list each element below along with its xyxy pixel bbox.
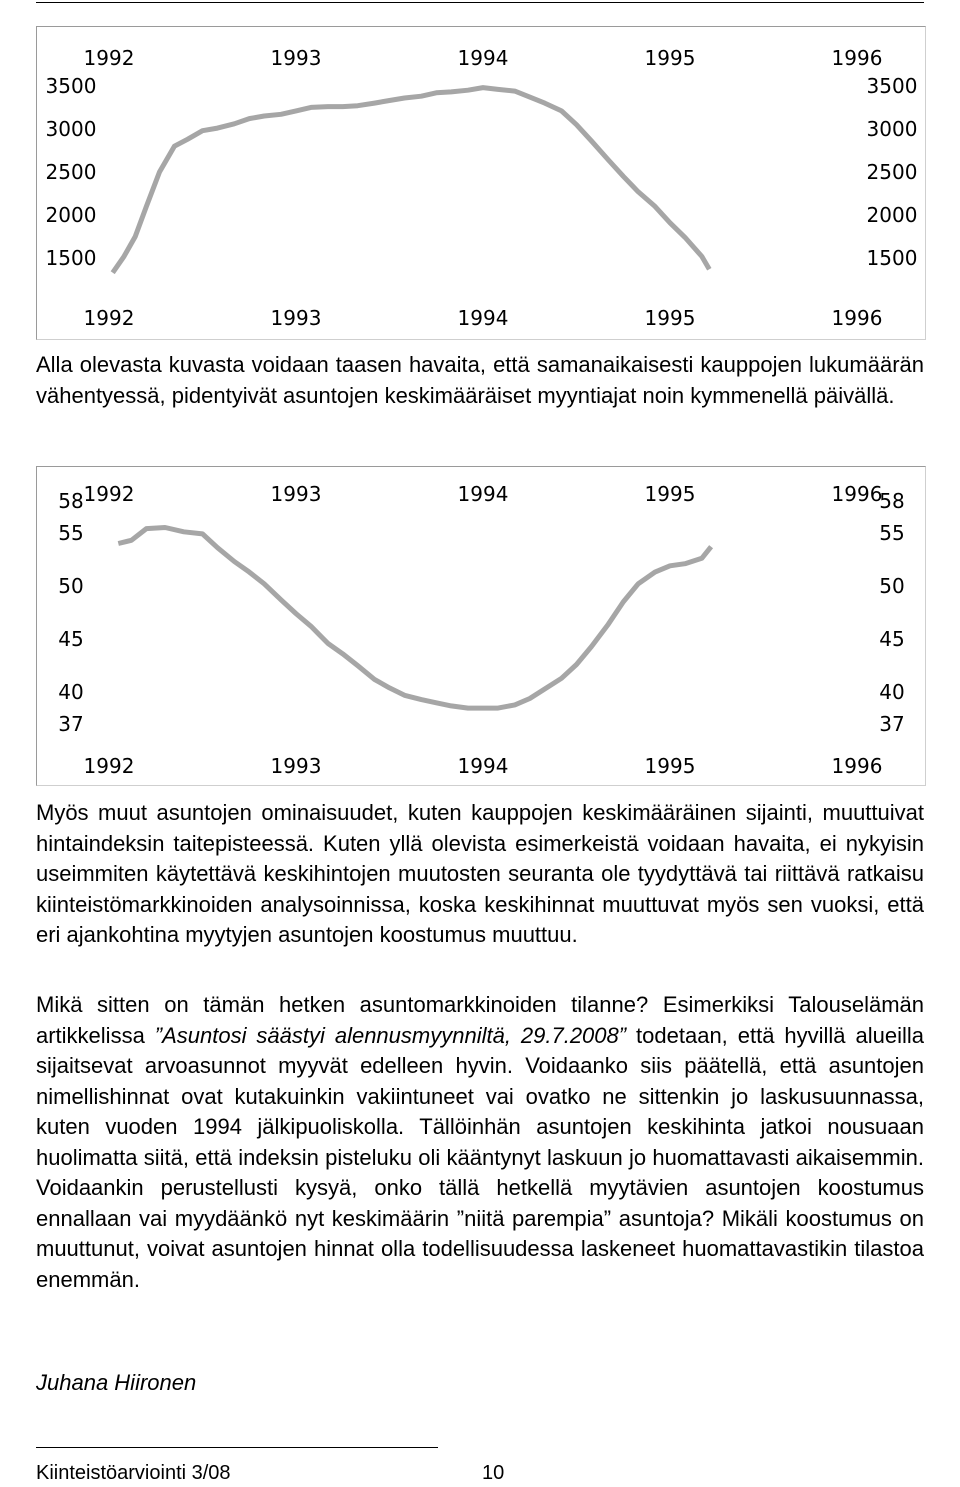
footer-rule [36, 1447, 438, 1448]
x-tick-label-bottom-1995: 1995 [644, 754, 696, 778]
x-tick-label-top-1992: 1992 [83, 46, 135, 70]
x-tick-label-bottom-1996: 1996 [831, 754, 883, 778]
x-tick-label-bottom-1994: 1994 [457, 306, 509, 330]
chart-selling-time [36, 466, 926, 786]
chart-sales-count-svg [37, 27, 925, 339]
paragraph-features-last: sen vuoksi, että eri ajankohtina myytyjen asuntojen koostumus muuttuu. [36, 891, 924, 947]
footer-publication: Kiinteistöarviointi 3/08 [36, 1462, 231, 1484]
x-tick-label-top-1993: 1993 [270, 482, 322, 506]
chart-selling-time-svg [37, 467, 925, 785]
author-name: Juhana Hiironen [36, 1370, 197, 1395]
x-tick-label-top-1994: 1994 [457, 482, 509, 506]
y-tick-label-right-2000: 2000 [866, 203, 918, 228]
x-tick-label-bottom-1994: 1994 [457, 754, 509, 778]
x-tick-label-bottom-1993: 1993 [270, 754, 322, 778]
y-tick-label-right-55: 55 [879, 520, 905, 545]
x-tick-label-top-1996: 1996 [831, 46, 883, 70]
x-tick-label-top-1996: 1996 [831, 482, 883, 506]
y-tick-label-left-1500: 1500 [45, 246, 97, 271]
x-tick-label-top-1994: 1994 [457, 46, 509, 70]
y-tick-label-right-3500: 3500 [866, 73, 918, 98]
y-tick-label-left-3500: 3500 [45, 73, 97, 98]
y-tick-label-right-1500: 1500 [866, 246, 918, 271]
x-tick-label-bottom-1995: 1995 [644, 306, 696, 330]
y-tick-label-right-37: 37 [879, 712, 905, 736]
x-tick-label-bottom-1992: 1992 [83, 754, 135, 778]
y-tick-label-left-45: 45 [58, 627, 84, 652]
y-tick-label-left-2000: 2000 [45, 203, 97, 228]
x-tick-label-bottom-1996: 1996 [831, 306, 883, 330]
x-tick-label-bottom-1992: 1992 [83, 306, 135, 330]
article-title: ”Asuntosi säästyi alennusmyynniltä, 29.7.2008” [154, 1022, 627, 1048]
footer-page-number: 10 [482, 1462, 505, 1484]
x-tick-label-top-1993: 1993 [270, 46, 322, 70]
y-tick-label-left-55: 55 [58, 520, 84, 545]
y-tick-label-left-2500: 2500 [45, 160, 97, 184]
y-tick-label-right-2500: 2500 [866, 160, 918, 184]
y-tick-label-left-37: 37 [58, 712, 84, 736]
y-tick-label-right-45: 45 [879, 627, 905, 652]
paragraph-features [36, 798, 924, 951]
y-tick-label-right-3000: 3000 [866, 116, 918, 141]
series-line [118, 528, 711, 709]
x-tick-label-bottom-1993: 1993 [270, 306, 322, 330]
chart-sales-count [36, 26, 926, 340]
series-line [113, 88, 710, 273]
top-rule [36, 2, 924, 3]
x-tick-label-top-1995: 1995 [644, 482, 696, 506]
y-tick-label-left-58: 58 [58, 489, 84, 513]
y-tick-label-left-50: 50 [58, 573, 84, 598]
y-tick-label-left-40: 40 [58, 680, 84, 705]
paragraph-market-before: Mikä sitten on tämän hetken asuntomarkkinoiden tilanne? Esimerkiksi Talouselämän artikkelissa [36, 992, 924, 1048]
x-tick-label-top-1992: 1992 [83, 482, 135, 506]
paragraph-intro: Alla olevasta kuvasta voidaan taasen havaita, että samanaikaisesti kauppojen lukumäärän vähentyessä, pidentyivät asuntojen keskimääräiset myyntiajat noin kymmenellä päivällä. [36, 352, 924, 408]
paragraph-market [36, 990, 924, 1295]
paragraph-market-after: todetaan, että hyvillä alueilla sijaitsevat arvoasunnot myyvät edelleen hyvin. Voidaanko siis päätellä, että asuntojen nimellishinnat ovat kutakuinkin vakiintuneet vai ovatko ne sittenkin jo laskusuunnassa, kuten vuoden 1994 jälkipuoliskolla. Tällöinhän asuntojen keskihinta jatkoi nousuaan huolimatta siitä, että indeksin pisteluku oli kääntynyt laskuun jo huomattavasti aikaisemmin. Voidaankin perustellusti kysyä, onko tällä hetkellä myytävien asuntojen koostumus ennallaan vai myydäänkö nyt keskimäärin ”niitä parempia” asuntoja? Mikäli koostumus on muuttunut, voivat asuntojen hinnat olla todellisuudessa laskeneet huomattavastikin tilastoa enemmän. [36, 1022, 924, 1292]
y-tick-label-right-50: 50 [879, 573, 905, 598]
x-tick-label-top-1995: 1995 [644, 46, 696, 70]
paragraph-features-main: Myös muut asuntojen ominaisuudet, kuten kauppojen keskimääräinen sijainti, muuttuivat hintaindeksin taitepisteessä. Kuten yllä olevista esimerkeistä voidaan havaita, ei nykyisin useimmiten käytettävä keskihintojen muutosten seuranta ole tyydyttävä tai riittävä ratkaisu kiinteistömarkkinoiden analysoinnissa, koska keskihinnat muuttuvat myös [36, 800, 924, 917]
y-tick-label-right-40: 40 [879, 680, 905, 705]
y-tick-label-left-3000: 3000 [45, 116, 97, 141]
y-tick-label-right-58: 58 [879, 489, 905, 513]
